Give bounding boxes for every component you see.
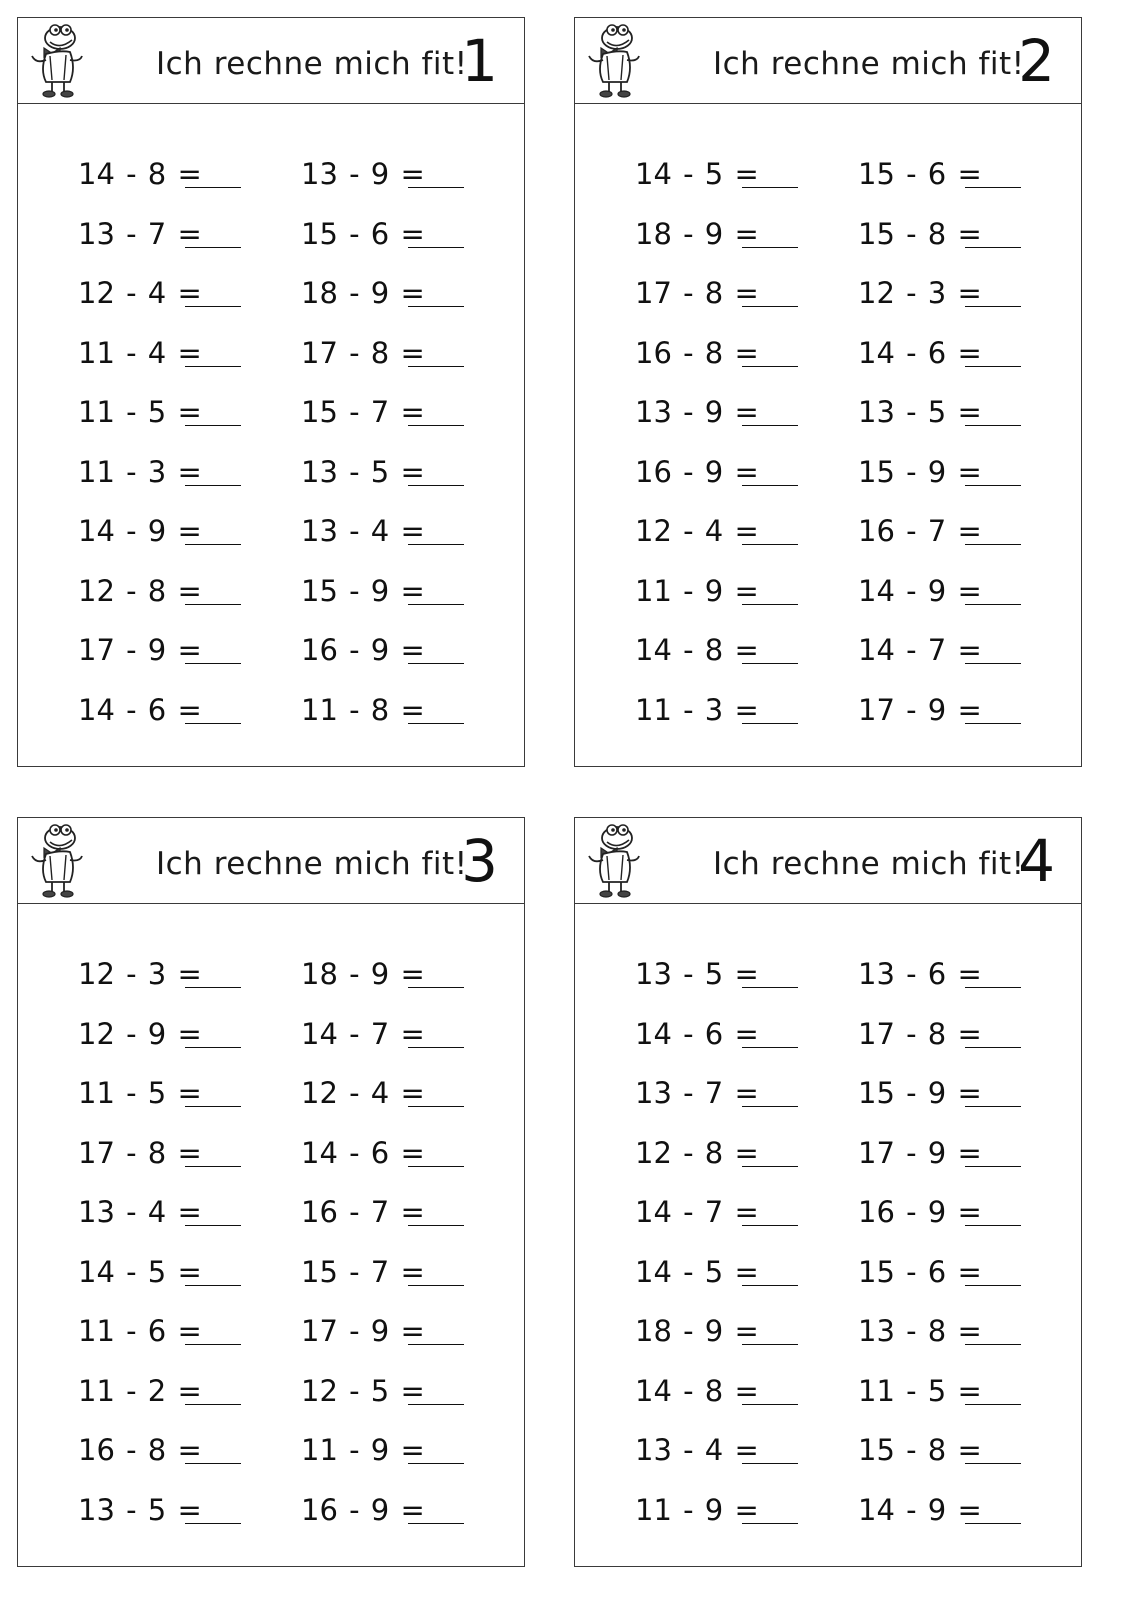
task-expression: 12 - 4 =	[78, 276, 202, 310]
answer-blank[interactable]	[185, 663, 241, 664]
answer-blank[interactable]	[185, 1404, 241, 1405]
subtraction-task	[78, 333, 278, 373]
subtraction-task	[301, 1311, 501, 1351]
task-expression: 13 - 4 =	[635, 1433, 759, 1467]
subtraction-task	[635, 452, 835, 492]
answer-blank[interactable]	[965, 1285, 1021, 1286]
answer-blank[interactable]	[185, 1106, 241, 1107]
subtraction-task	[858, 1430, 1058, 1470]
task-expression: 11 - 5 =	[858, 1373, 982, 1408]
task-expression: 14 - 5 =	[635, 1254, 759, 1289]
subtraction-task	[301, 630, 501, 670]
task-expression: 13 - 5 =	[301, 454, 425, 489]
card-header	[575, 818, 1081, 904]
subtraction-task	[301, 392, 501, 432]
answer-blank[interactable]	[408, 247, 464, 248]
answer-blank[interactable]	[185, 366, 241, 367]
subtraction-task	[301, 1192, 501, 1232]
subtraction-task	[858, 1252, 1058, 1292]
answer-blank[interactable]	[965, 1404, 1021, 1405]
subtraction-task	[858, 273, 1058, 313]
worksheet-card-4	[574, 817, 1082, 1567]
task-expression: 12 - 3 =	[858, 276, 982, 310]
card-number: 1	[461, 27, 498, 95]
task-expression: 12 - 9 =	[78, 1016, 202, 1051]
answer-blank[interactable]	[185, 723, 241, 724]
task-expression: 13 - 9 =	[301, 157, 425, 191]
subtraction-task	[78, 1133, 278, 1173]
answer-blank[interactable]	[742, 1404, 798, 1405]
task-expression: 16 - 9 =	[635, 454, 759, 489]
subtraction-task	[301, 1430, 501, 1470]
card-number: 3	[461, 827, 498, 895]
subtraction-task	[301, 154, 501, 194]
subtraction-task	[301, 214, 501, 254]
answer-blank[interactable]	[408, 1344, 464, 1345]
subtraction-task	[858, 333, 1058, 373]
answer-blank[interactable]	[742, 1225, 798, 1226]
subtraction-task	[78, 273, 278, 313]
answer-blank[interactable]	[408, 663, 464, 664]
task-expression: 13 - 4 =	[301, 514, 425, 548]
task-expression: 16 - 8 =	[78, 1433, 202, 1467]
task-expression: 12 - 8 =	[635, 1135, 759, 1170]
subtraction-task	[78, 1490, 278, 1530]
answer-blank[interactable]	[965, 247, 1021, 248]
task-expression: 16 - 9 =	[858, 1195, 982, 1229]
subtraction-task	[635, 690, 835, 730]
subtraction-task	[635, 954, 835, 994]
answer-blank[interactable]	[185, 1285, 241, 1286]
answer-blank[interactable]	[965, 306, 1021, 307]
subtraction-task	[301, 1133, 501, 1173]
task-expression: 11 - 5 =	[78, 395, 202, 429]
answer-blank[interactable]	[185, 544, 241, 545]
task-expression: 14 - 5 =	[635, 157, 759, 191]
task-expression: 15 - 6 =	[301, 216, 425, 251]
subtraction-task	[301, 333, 501, 373]
subtraction-task	[635, 511, 835, 551]
subtraction-task	[78, 630, 278, 670]
answer-blank[interactable]	[742, 366, 798, 367]
task-expression: 15 - 9 =	[858, 1076, 982, 1110]
subtraction-task	[635, 392, 835, 432]
subtraction-task	[301, 511, 501, 551]
task-expression: 15 - 7 =	[301, 1254, 425, 1289]
answer-blank[interactable]	[408, 544, 464, 545]
card-header	[18, 818, 524, 904]
task-expression: 11 - 2 =	[78, 1373, 202, 1408]
task-expression: 13 - 6 =	[858, 957, 982, 991]
answer-blank[interactable]	[185, 1463, 241, 1464]
answer-blank[interactable]	[185, 425, 241, 426]
answer-blank[interactable]	[965, 544, 1021, 545]
answer-blank[interactable]	[185, 1047, 241, 1048]
answer-blank[interactable]	[408, 485, 464, 486]
answer-blank[interactable]	[965, 1225, 1021, 1226]
answer-blank[interactable]	[965, 1463, 1021, 1464]
subtraction-task	[635, 630, 835, 670]
subtraction-task	[635, 333, 835, 373]
subtraction-task	[858, 511, 1058, 551]
subtraction-task	[635, 1311, 835, 1351]
task-expression: 17 - 9 =	[78, 633, 202, 667]
answer-blank[interactable]	[965, 187, 1021, 188]
task-expression: 12 - 4 =	[301, 1076, 425, 1110]
subtraction-task	[301, 1073, 501, 1113]
subtraction-task	[301, 1014, 501, 1054]
task-expression: 12 - 3 =	[78, 957, 202, 991]
task-expression: 11 - 8 =	[301, 692, 425, 727]
answer-blank[interactable]	[408, 425, 464, 426]
answer-blank[interactable]	[185, 1344, 241, 1345]
answer-blank[interactable]	[965, 1106, 1021, 1107]
answer-blank[interactable]	[742, 544, 798, 545]
subtraction-task	[78, 1192, 278, 1232]
card-title: Ich rechne mich fit!	[156, 846, 468, 882]
task-expression: 12 - 5 =	[301, 1373, 425, 1408]
subtraction-task	[635, 1430, 835, 1470]
task-expression: 15 - 7 =	[301, 395, 425, 429]
answer-blank[interactable]	[185, 247, 241, 248]
task-expression: 14 - 9 =	[858, 1492, 982, 1527]
answer-blank[interactable]	[742, 604, 798, 605]
subtraction-task	[78, 214, 278, 254]
subtraction-task	[858, 954, 1058, 994]
frog-mascot-icon	[26, 22, 90, 100]
answer-blank[interactable]	[742, 723, 798, 724]
worksheet-card-2	[574, 17, 1082, 767]
answer-blank[interactable]	[408, 1285, 464, 1286]
task-expression: 12 - 4 =	[635, 514, 759, 548]
answer-blank[interactable]	[965, 366, 1021, 367]
subtraction-task	[301, 1490, 501, 1530]
subtraction-task	[858, 630, 1058, 670]
task-expression: 17 - 9 =	[301, 1314, 425, 1348]
subtraction-task	[301, 1371, 501, 1411]
task-expression: 14 - 7 =	[301, 1016, 425, 1051]
card-number: 2	[1018, 27, 1055, 95]
subtraction-task	[78, 571, 278, 611]
task-expression: 13 - 8 =	[858, 1314, 982, 1348]
answer-blank[interactable]	[408, 1463, 464, 1464]
answer-blank[interactable]	[742, 1463, 798, 1464]
answer-blank[interactable]	[965, 604, 1021, 605]
subtraction-task	[635, 571, 835, 611]
answer-blank[interactable]	[408, 1047, 464, 1048]
answer-blank[interactable]	[185, 1225, 241, 1226]
task-expression: 13 - 7 =	[78, 216, 202, 251]
task-expression: 18 - 9 =	[635, 216, 759, 251]
task-expression: 14 - 6 =	[635, 1016, 759, 1051]
answer-blank[interactable]	[965, 987, 1021, 988]
task-expression: 14 - 9 =	[78, 514, 202, 548]
task-expression: 17 - 8 =	[301, 335, 425, 370]
answer-blank[interactable]	[408, 987, 464, 988]
subtraction-task	[635, 1252, 835, 1292]
task-expression: 11 - 9 =	[301, 1433, 425, 1467]
answer-blank[interactable]	[742, 663, 798, 664]
answer-blank[interactable]	[742, 987, 798, 988]
worksheet-card-1	[17, 17, 525, 767]
answer-blank[interactable]	[742, 1106, 798, 1107]
answer-blank[interactable]	[742, 1285, 798, 1286]
answer-blank[interactable]	[965, 1523, 1021, 1524]
task-expression: 16 - 9 =	[301, 633, 425, 667]
subtraction-task	[78, 1311, 278, 1351]
task-expression: 14 - 6 =	[301, 1135, 425, 1170]
subtraction-task	[78, 1371, 278, 1411]
subtraction-task	[858, 452, 1058, 492]
subtraction-task	[78, 392, 278, 432]
subtraction-task	[858, 1192, 1058, 1232]
answer-blank[interactable]	[965, 663, 1021, 664]
task-expression: 15 - 9 =	[858, 454, 982, 489]
answer-blank[interactable]	[965, 1344, 1021, 1345]
subtraction-task	[301, 571, 501, 611]
subtraction-task	[301, 273, 501, 313]
subtraction-task	[301, 1252, 501, 1292]
task-expression: 15 - 6 =	[858, 1254, 982, 1289]
answer-blank[interactable]	[742, 306, 798, 307]
subtraction-task	[301, 690, 501, 730]
subtraction-task	[78, 511, 278, 551]
task-expression: 14 - 6 =	[78, 692, 202, 727]
answer-blank[interactable]	[742, 187, 798, 188]
task-expression: 18 - 9 =	[301, 276, 425, 310]
task-expression: 14 - 7 =	[858, 633, 982, 667]
answer-blank[interactable]	[965, 723, 1021, 724]
task-expression: 11 - 3 =	[635, 692, 759, 727]
answer-blank[interactable]	[408, 1523, 464, 1524]
task-expression: 11 - 6 =	[78, 1314, 202, 1348]
frog-mascot-icon	[583, 822, 647, 900]
card-title: Ich rechne mich fit!	[156, 46, 468, 82]
answer-blank[interactable]	[742, 1523, 798, 1524]
subtraction-task	[858, 1014, 1058, 1054]
subtraction-task	[858, 392, 1058, 432]
subtraction-task	[635, 1014, 835, 1054]
subtraction-task	[78, 954, 278, 994]
task-expression: 14 - 9 =	[858, 573, 982, 608]
answer-blank[interactable]	[408, 1106, 464, 1107]
task-expression: 11 - 9 =	[635, 573, 759, 608]
task-expression: 14 - 6 =	[858, 335, 982, 370]
answer-blank[interactable]	[408, 1404, 464, 1405]
answer-blank[interactable]	[742, 247, 798, 248]
task-expression: 13 - 4 =	[78, 1195, 202, 1229]
task-expression: 16 - 9 =	[301, 1492, 425, 1527]
subtraction-task	[858, 1490, 1058, 1530]
subtraction-task	[78, 690, 278, 730]
task-expression: 13 - 7 =	[635, 1076, 759, 1110]
task-expression: 13 - 5 =	[635, 957, 759, 991]
task-expression: 13 - 5 =	[78, 1492, 202, 1527]
subtraction-task	[301, 954, 501, 994]
task-expression: 11 - 9 =	[635, 1492, 759, 1527]
task-expression: 18 - 9 =	[635, 1314, 759, 1348]
subtraction-task	[858, 571, 1058, 611]
subtraction-task	[635, 1192, 835, 1232]
task-expression: 14 - 8 =	[635, 1373, 759, 1408]
subtraction-task	[635, 1073, 835, 1113]
subtraction-task	[635, 154, 835, 194]
task-expression: 17 - 8 =	[858, 1016, 982, 1051]
task-expression: 14 - 7 =	[635, 1195, 759, 1229]
subtraction-task	[78, 1252, 278, 1292]
card-number: 4	[1018, 827, 1055, 895]
answer-blank[interactable]	[185, 485, 241, 486]
subtraction-task	[858, 1371, 1058, 1411]
answer-blank[interactable]	[742, 485, 798, 486]
answer-blank[interactable]	[408, 306, 464, 307]
answer-blank[interactable]	[185, 306, 241, 307]
task-expression: 17 - 8 =	[78, 1135, 202, 1170]
answer-blank[interactable]	[965, 1047, 1021, 1048]
subtraction-task	[78, 1430, 278, 1470]
task-expression: 14 - 8 =	[78, 157, 202, 191]
subtraction-task	[635, 214, 835, 254]
answer-blank[interactable]	[185, 1166, 241, 1167]
answer-blank[interactable]	[408, 1225, 464, 1226]
task-expression: 15 - 9 =	[301, 573, 425, 608]
task-expression: 14 - 8 =	[635, 633, 759, 667]
subtraction-task	[78, 452, 278, 492]
answer-blank[interactable]	[185, 1523, 241, 1524]
subtraction-task	[858, 154, 1058, 194]
answer-blank[interactable]	[408, 723, 464, 724]
subtraction-task	[858, 1133, 1058, 1173]
card-header	[575, 18, 1081, 104]
subtraction-task	[635, 1490, 835, 1530]
subtraction-task	[635, 273, 835, 313]
answer-blank[interactable]	[742, 1166, 798, 1167]
subtraction-task	[301, 452, 501, 492]
frog-mascot-icon	[583, 22, 647, 100]
task-expression: 16 - 7 =	[301, 1195, 425, 1229]
subtraction-task	[635, 1371, 835, 1411]
subtraction-task	[78, 154, 278, 194]
task-expression: 15 - 8 =	[858, 1433, 982, 1467]
task-expression: 16 - 8 =	[635, 335, 759, 370]
answer-blank[interactable]	[965, 1166, 1021, 1167]
task-expression: 15 - 8 =	[858, 216, 982, 251]
subtraction-task	[858, 1073, 1058, 1113]
task-expression: 17 - 8 =	[635, 276, 759, 310]
task-expression: 17 - 9 =	[858, 692, 982, 727]
answer-blank[interactable]	[965, 425, 1021, 426]
worksheet-card-3	[17, 817, 525, 1567]
card-header	[18, 18, 524, 104]
task-expression: 11 - 4 =	[78, 335, 202, 370]
subtraction-task	[858, 1311, 1058, 1351]
task-expression: 18 - 9 =	[301, 957, 425, 991]
task-expression: 17 - 9 =	[858, 1135, 982, 1170]
task-expression: 16 - 7 =	[858, 514, 982, 548]
task-expression: 13 - 9 =	[635, 395, 759, 429]
card-title: Ich rechne mich fit!	[713, 46, 1025, 82]
task-expression: 12 - 8 =	[78, 573, 202, 608]
answer-blank[interactable]	[742, 1047, 798, 1048]
frog-mascot-icon	[26, 822, 90, 900]
subtraction-task	[858, 690, 1058, 730]
answer-blank[interactable]	[408, 366, 464, 367]
answer-blank[interactable]	[408, 187, 464, 188]
task-expression: 13 - 5 =	[858, 395, 982, 429]
subtraction-task	[78, 1014, 278, 1054]
subtraction-task	[78, 1073, 278, 1113]
answer-blank[interactable]	[742, 1344, 798, 1345]
subtraction-task	[635, 1133, 835, 1173]
answer-blank[interactable]	[965, 485, 1021, 486]
answer-blank[interactable]	[742, 425, 798, 426]
answer-blank[interactable]	[185, 604, 241, 605]
task-expression: 11 - 5 =	[78, 1076, 202, 1110]
answer-blank[interactable]	[408, 1166, 464, 1167]
subtraction-task	[858, 214, 1058, 254]
task-expression: 11 - 3 =	[78, 454, 202, 489]
task-expression: 15 - 6 =	[858, 157, 982, 191]
task-expression: 14 - 5 =	[78, 1254, 202, 1289]
answer-blank[interactable]	[408, 604, 464, 605]
answer-blank[interactable]	[185, 987, 241, 988]
answer-blank[interactable]	[185, 187, 241, 188]
card-title: Ich rechne mich fit!	[713, 846, 1025, 882]
